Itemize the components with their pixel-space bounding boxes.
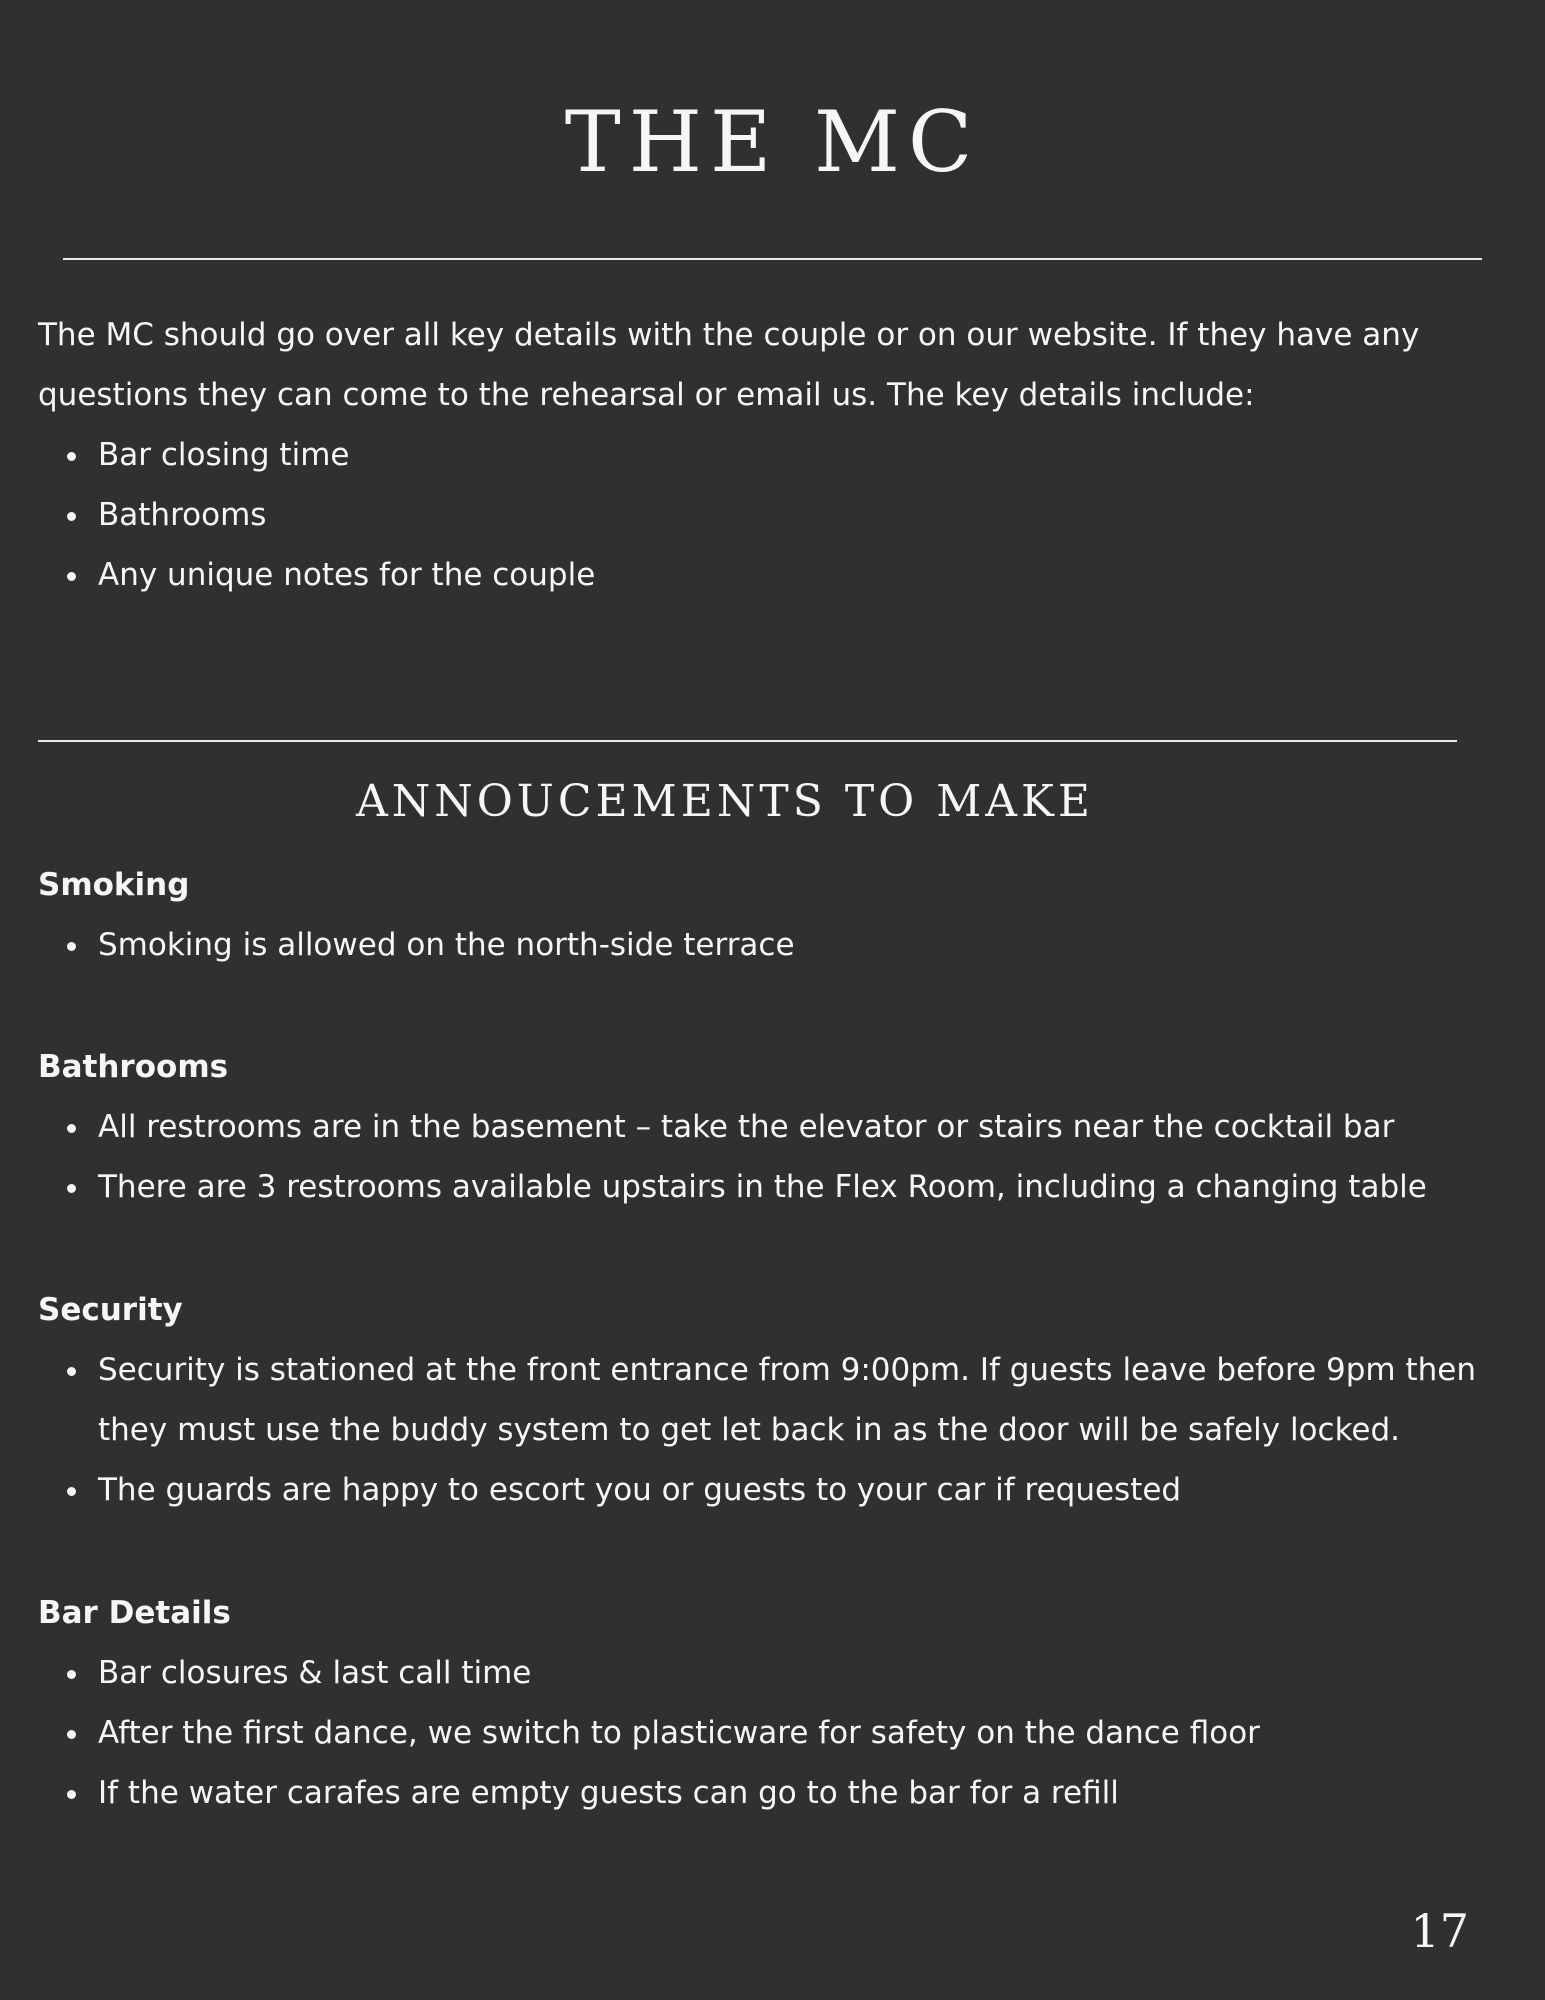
page-title: THE MC	[564, 93, 981, 191]
list-item: Security is stationed at the front entrance from 9:00pm. If guests leave before 9pm then they must use the buddy system to get let back in as the door will be safely locked.	[38, 1340, 1508, 1460]
intro-paragraph: The MC should go over all key details with the couple or on our website. If they have any questions they can come to the rehearsal or email us. The key details include:	[38, 317, 1420, 413]
list-item: The guards are happy to escort you or guests to your car if requested	[38, 1460, 1508, 1520]
section-title: Bathrooms	[38, 1049, 229, 1085]
list-item: If the water carafes are empty guests can go to the bar for a refill	[38, 1763, 1508, 1823]
list-item: Any unique notes for the couple	[38, 545, 1508, 605]
section-title: Smoking	[38, 867, 190, 903]
section-security	[38, 1280, 1508, 1520]
section-title: Security	[38, 1292, 183, 1328]
list-item: Bar closures & last call time	[38, 1643, 1508, 1703]
title-divider	[63, 258, 1482, 260]
section-list	[38, 1097, 1508, 1217]
announcements-heading: ANNOUCEMENTS TO MAKE	[355, 776, 1095, 827]
key-details-list	[38, 425, 1508, 605]
section-divider	[38, 740, 1457, 742]
section-list	[38, 1643, 1508, 1823]
list-item: All restrooms are in the basement – take the elevator or stairs near the cocktail bar	[38, 1097, 1508, 1157]
list-item: Bar closing time	[38, 425, 1508, 485]
list-item: There are 3 restrooms available upstairs in the Flex Room, including a changing table	[38, 1157, 1508, 1217]
section-title: Bar Details	[38, 1595, 231, 1631]
list-item: Bathrooms	[38, 485, 1508, 545]
section-list	[38, 1340, 1508, 1520]
section-bar-details	[38, 1583, 1508, 1823]
list-item: After the first dance, we switch to plasticware for safety on the dance floor	[38, 1703, 1508, 1763]
page-number: 17	[1410, 1904, 1469, 1958]
section-smoking	[38, 855, 1508, 975]
section-list	[38, 915, 1508, 975]
section-bathrooms	[38, 1037, 1508, 1217]
list-item: Smoking is allowed on the north-side terrace	[38, 915, 1508, 975]
